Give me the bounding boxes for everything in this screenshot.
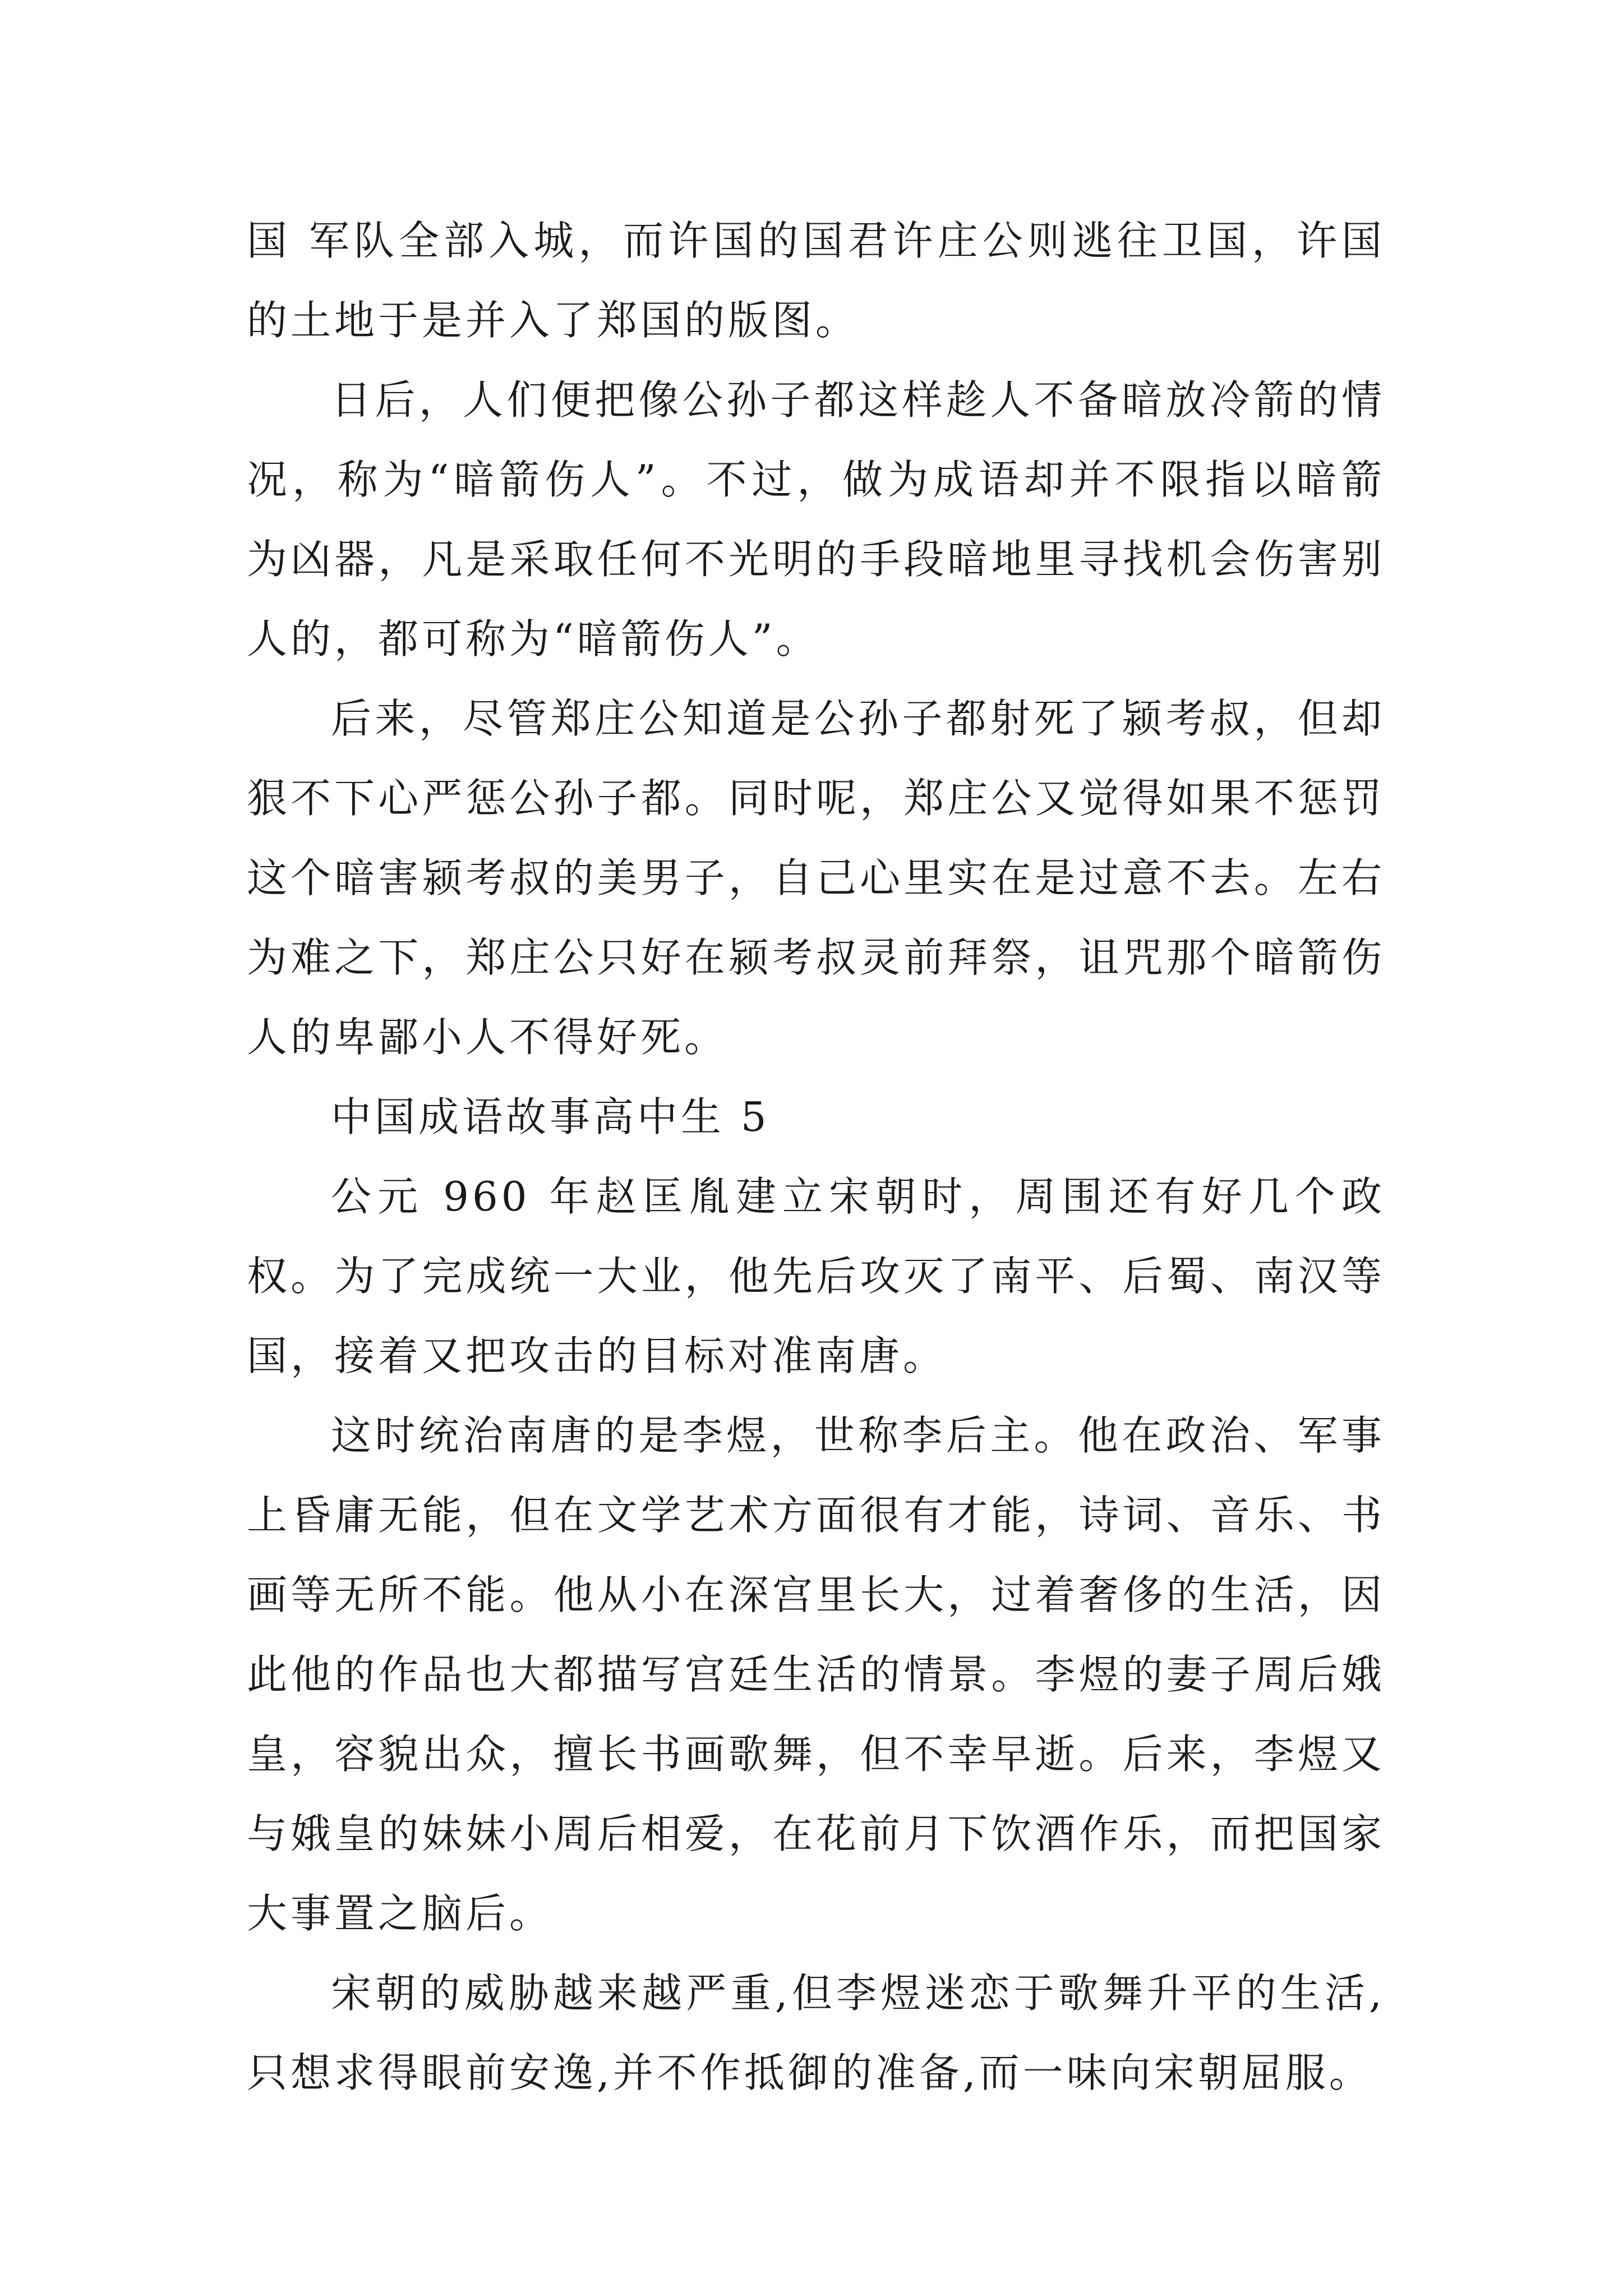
document-body bbox=[247, 201, 1385, 2113]
paragraph: 后来，尽管郑庄公知道是公孙子都射死了颍考叔，但却狠不下心严惩公孙子都。同时呢，郑庄公又觉得如果不惩罚这个暗害颍考叔的美男子，自己心里实在是过意不去。左右为难之下，郑庄公只好在颍考叔灵前拜祭，诅咒那个暗箭伤人的卑鄙小人不得好死。 bbox=[247, 695, 1385, 1061]
section-heading: 中国成语故事高中生 5 bbox=[331, 1093, 770, 1140]
paragraph: 这时统治南唐的是李煜，世称李后主。他在政治、军事上昏庸无能，但在文学艺术方面很有才能，诗词、音乐、书画等无所不能。他从小在深宫里长大，过着奢侈的生活，因此他的作品也大都描写宫廷生活的情景。李煜的妻子周后娥皇，容貌出众，擅长书画歌舞，但不幸早逝。后来，李煜又与娥皇的妹妹小周后相爱，在花前月下饮酒作乐，而把国家大事置之脑后。 bbox=[247, 1412, 1385, 1937]
paragraph: 日后，人们便把像公孙子都这样趁人不备暗放冷箭的情况，称为“暗箭伤人”。不过，做为成语却并不限指以暗箭为凶器，凡是采取任何不光明的手段暗地里寻找机会伤害别人的，都可称为“暗箭伤人”。 bbox=[247, 376, 1385, 662]
paragraph-continued: 国 军队全部入城，而许国的国君许庄公则逃往卫国，许国的土地于是并入了郑国的版图。 bbox=[247, 217, 1385, 344]
paragraph: 公元 960 年赵匡胤建立宋朝时，周围还有好几个政权。为了完成统一大业，他先后攻灭了南平、后蜀、南汉等国，接着又把攻击的目标对准南唐。 bbox=[247, 1173, 1385, 1379]
paragraph: 宋朝的威胁越来越严重,但李煜迷恋于歌舞升平的生活,只想求得眼前安逸,并不作抵御的准备,而一味向宋朝屈服。 bbox=[247, 1970, 1385, 2096]
